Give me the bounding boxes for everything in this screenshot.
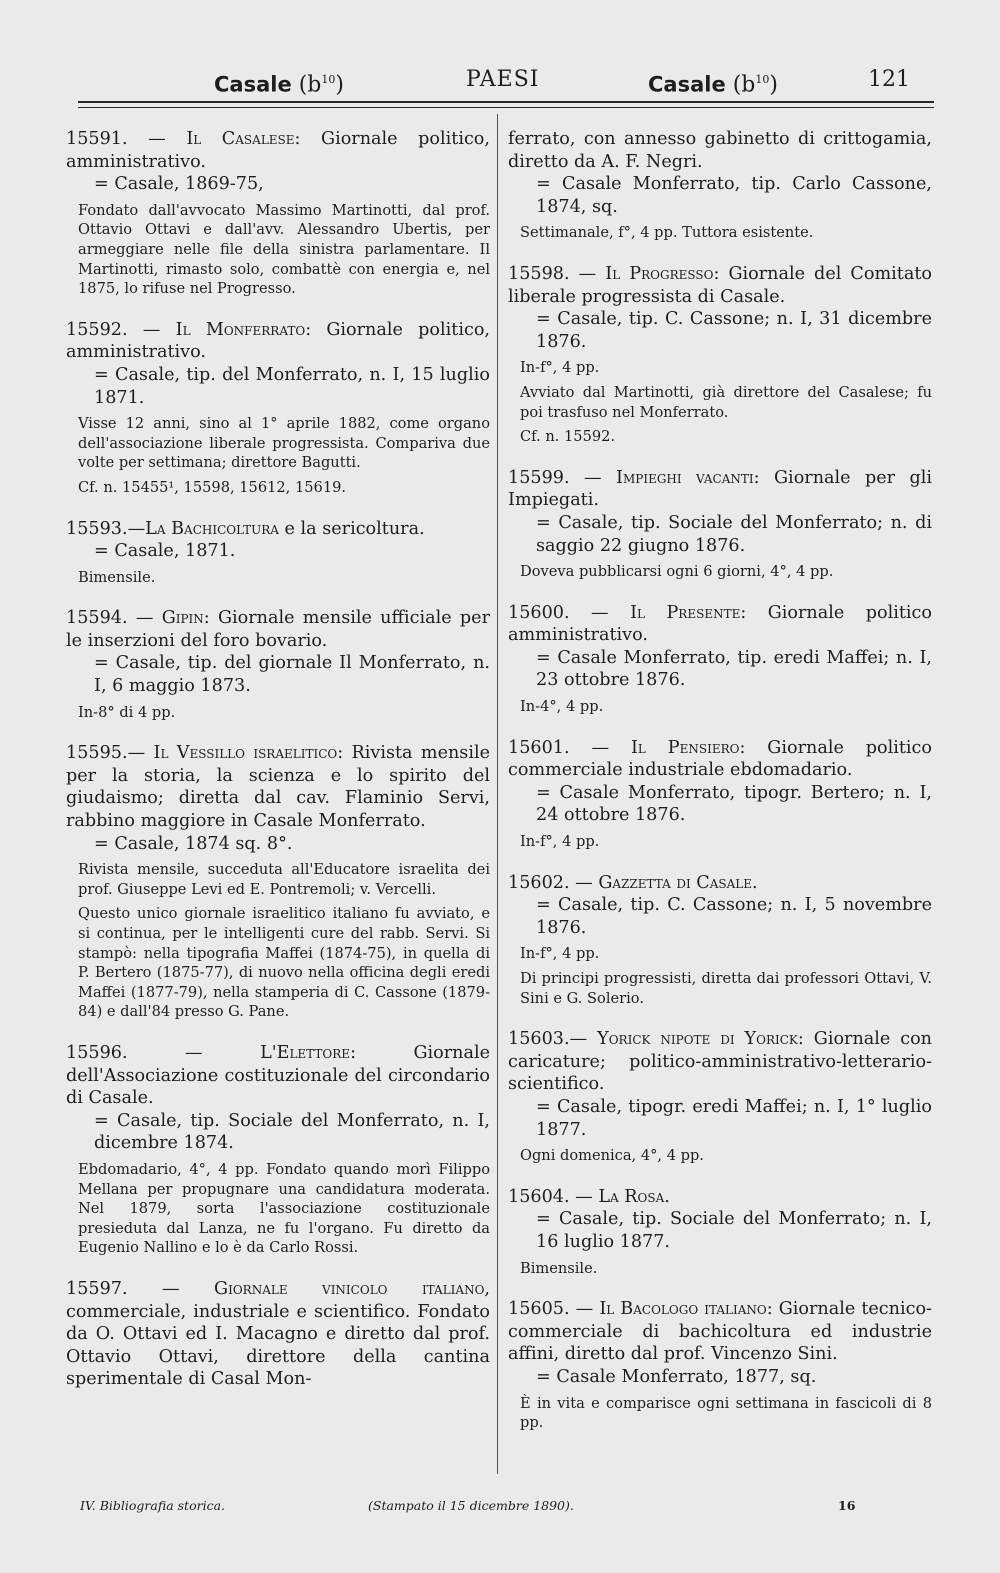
entry-description: . (752, 872, 758, 893)
entry (66, 518, 490, 588)
entry-note: Avviato dal Martinotti, già direttore del Casalese; fu poi trasfuso nel Monferrato. (520, 383, 932, 421)
entry-title: Il Presente (630, 602, 741, 623)
entry-title: L'Elettore (260, 1042, 351, 1063)
entry-note: Settimanale, f°, 4 pp. Tuttora esistente. (520, 224, 814, 242)
left-column (66, 128, 490, 1411)
entry-dash: — (569, 602, 631, 623)
right-column (508, 128, 932, 1453)
entry-title: La Bachicoltura (145, 518, 279, 539)
entry-title: Gipin (161, 608, 204, 629)
entry (66, 1278, 490, 1391)
column-divider (497, 114, 498, 1474)
entry-description: : Giornale politico commerciale industriale ebdomadario. (508, 737, 933, 781)
entry (508, 602, 932, 717)
entry-number: 15597. (66, 1278, 128, 1299)
entry-heading (508, 872, 932, 895)
entry-imprint: = Casale, tip. del Monferrato, n. I, 15 luglio 1871. (94, 364, 490, 408)
footer-left: IV. Bibliografia storica. (80, 1498, 225, 1513)
footer-signature: 16 (838, 1498, 856, 1513)
entry-description: : Giornale del Comitato liberale progressista di Casale. (508, 263, 933, 307)
entry-note: In-f°, 4 pp. (520, 945, 600, 963)
entry (66, 319, 490, 498)
entry-title: La Rosa (598, 1186, 665, 1207)
entry-imprint: = Casale, tip. C. Cassone; n. I, 31 dicembre 1876. (536, 309, 932, 352)
entry-note: Bimensile. (520, 1259, 598, 1277)
entry-note: In-f°, 4 pp. (520, 359, 600, 377)
entry-title: Il Vessillo israelitico (153, 743, 338, 764)
entry (508, 1186, 932, 1278)
entry-note: Doveva pubblicarsi ogni 6 giorni, 4°, 4 pp. (520, 563, 834, 581)
entry-description: : Giornale politico, amministrativo. (66, 319, 490, 363)
entry-heading (66, 128, 490, 173)
entry-heading (508, 128, 932, 173)
entry-imprint: = Casale, tip. Sociale del Monferrato; n. di saggio 22 giugno 1876. (536, 512, 932, 556)
entry-title: Impieghi vacanti (616, 467, 754, 488)
entry (508, 737, 932, 852)
entry-dash: — (127, 608, 162, 629)
entry-heading (508, 263, 932, 308)
entry-dash: — (127, 1278, 215, 1299)
entry-dash: — (569, 1029, 598, 1050)
entry-note: In-f°, 4 pp. (520, 833, 600, 851)
entry-number: 15592. (66, 319, 128, 340)
entry-imprint: = Casale, 1874 sq. 8°. (94, 833, 293, 854)
entry-note: È in vita e comparisce ogni settimana in fascicoli di 8 pp. (520, 1394, 932, 1432)
entry-note: Cf. n. 15455¹, 15598, 15612, 15619. (78, 478, 347, 496)
entry-description: : Giornale politico amministrativo. (508, 602, 933, 646)
entry-note: Rivista mensile, succeduta all'Educatore israelita dei prof. Giuseppe Levi ed E. Pontremoli; v. Vercelli. (78, 861, 490, 898)
entry-title: Il Progresso (605, 263, 714, 284)
entry-description: : Rivista mensile per la storia, la scienza e lo spirito del giudaismo; diretta dal cav. Flaminio Servi, rabbino maggiore in Casale Monferrato. (66, 743, 491, 832)
entry-description: : Giornale con caricature; politico-amministrativo-letterario-scientifico. (508, 1029, 933, 1095)
entry (508, 1298, 932, 1433)
entry (66, 607, 490, 722)
entry-dash: — (569, 467, 617, 488)
entry (508, 1028, 932, 1166)
entry-number: 15591. (66, 129, 128, 149)
entry-heading (66, 319, 490, 364)
entry-number: 15603. (508, 1029, 570, 1050)
entry-imprint: = Casale Monferrato, tipogr. Bertero; n. I, 24 ottobre 1876. (536, 782, 932, 826)
entry-title: Il Casalese (186, 129, 295, 149)
footer-center: (Stampato il 15 dicembre 1890). (368, 1498, 574, 1513)
entry-heading (508, 1298, 932, 1366)
entry-imprint: = Casale, tipogr. eredi Maffei; n. I, 1° luglio 1877. (536, 1096, 932, 1140)
entry-note: Ogni domenica, 4°, 4 pp. (520, 1147, 704, 1165)
entry-title: Giornale vinicolo italiano (214, 1278, 485, 1299)
entry-dash: — (127, 518, 146, 539)
entry-heading (508, 602, 932, 647)
entry-imprint: = Casale, 1871. (94, 541, 236, 562)
entry-heading (508, 467, 932, 512)
entry-imprint: = Casale Monferrato, 1877, sq. (536, 1366, 817, 1387)
entry-dash: — (569, 1186, 599, 1207)
entry (508, 467, 932, 582)
entry-heading (508, 737, 932, 782)
entry-note: Ebdomadario, 4°, 4 pp. Fondato quando morì Filippo Mellana per propugnare una candidatura moderata. Nel 1879, sorta l'associazione costituzionale presieduta dal Lanza, ne fu l'organo. Fu diretto da Eugenio Nallino e lo è da Carlo Rossi. (78, 1160, 490, 1257)
entry-title: Il Monferrato (175, 319, 306, 340)
entry-dash: — (569, 263, 606, 284)
entry-heading (508, 1028, 932, 1096)
header-rule-thin (78, 107, 934, 108)
entry-note: Di principi progressisti, diretta dai professori Ottavi, V. Sini e G. Solerio. (520, 970, 932, 1007)
entry-dash: — (127, 743, 154, 764)
entry-description: : Giornale politico, amministrativo. (66, 129, 490, 172)
entry-heading (66, 742, 490, 832)
entry-imprint: = Casale, tip. del giornale Il Monferrato, n. I, 6 maggio 1873. (94, 653, 490, 697)
entry-description: . (664, 1186, 670, 1207)
entry-imprint: = Casale, tip. Sociale del Monferrato; n. I, 16 luglio 1877. (536, 1209, 932, 1252)
entry-note: Visse 12 anni, sino al 1° aprile 1882, come organo dell'associazione liberale progressista. Compariva due volte per settimana; direttore Bagutti. (78, 415, 490, 472)
entry-heading (66, 518, 490, 541)
entry-note: Cf. n. 15592. (520, 428, 616, 446)
entry-dash: — (127, 1042, 261, 1063)
entry-number: 15602. (508, 872, 570, 893)
entry-number: 15598. (508, 263, 570, 284)
entry (508, 263, 932, 447)
entry-description: e la sericoltura. (278, 518, 425, 539)
header-right: Casale $(b^{10})$ (648, 72, 778, 98)
entry-description: : Giornale per gli Impiegati. (508, 467, 932, 511)
entry-imprint: = Casale Monferrato, tip. Carlo Cassone, 1874, sq. (536, 174, 932, 217)
entry-number: 15605. (508, 1299, 570, 1320)
entry-heading (66, 607, 490, 652)
entry-title: Gazzetta di Casale (598, 872, 753, 893)
page-number: 121 (868, 67, 910, 92)
entry (66, 1042, 490, 1258)
entry-number: 15593. (66, 518, 128, 539)
entry-note: Fondato dall'avvocato Massimo Martinotti, dal prof. Ottavio Ottavi e dall'avv. Alessandro Ubertis, per armeggiare nelle file della sinistra parlamentare. Il Martinotti, rimasto solo, combattè con energia e, nel 1875, lo rifuse nel Progresso. (78, 201, 490, 298)
entry (508, 128, 932, 243)
header-left: Casale $(b^{10})$ (214, 72, 344, 98)
entry-note: Questo unico giornale israelitico italiano fu avviato, e si continua, per le intelligenti cure del rabb. Servi. Si stampò: nella tipografia Maffei (1874-75), in quella di P. Bertero (1875-77), di nuovo nella officina degli eredi Maffei (1877-79), nella stamperia di C. Cassone (1879-84) e dall'84 presso G. Pane. (78, 905, 490, 1021)
entry-heading (508, 1186, 932, 1209)
entry-number: 15595. (66, 743, 128, 764)
entry-description: : Giornale mensile ufficiale per le inserzioni del foro bovario. (66, 608, 490, 651)
entry-number: 15596. (66, 1042, 128, 1063)
entry-imprint: = Casale, 1869-75, (94, 174, 264, 195)
entry (66, 128, 490, 299)
header-center: PAESI (466, 67, 540, 92)
entry-note: Bimensile. (78, 568, 156, 586)
entry-number: 15601. (508, 737, 570, 758)
entry-number: 15599. (508, 467, 570, 488)
entry-dash: — (569, 872, 599, 893)
entry-title: Yorick nipote di Yorick (597, 1029, 798, 1050)
entry-imprint: = Casale, tip. C. Cassone; n. I, 5 novembre 1876. (536, 895, 932, 938)
entry-description: ferrato, con annesso gabinetto di crittogamia, diretto da A. F. Negri. (508, 129, 932, 172)
entry-title: Il Pensiero (630, 737, 740, 758)
entry (508, 872, 932, 1009)
entry-dash: — (127, 129, 187, 149)
entry-note: In-4°, 4 pp. (520, 698, 604, 716)
entry-note: In-8° di 4 pp. (78, 703, 176, 721)
entry-dash: — (127, 319, 176, 340)
entry-dash: — (569, 737, 631, 758)
entry-number: 15594. (66, 608, 128, 629)
entry-imprint: = Casale, tip. Sociale del Monferrato, n. I, dicembre 1874. (94, 1110, 490, 1154)
entry-description: , commerciale, industriale e scientifico. Fondato da O. Ottavi ed I. Macagno e diretto dal prof. Ottavio Ottavi, direttore della cantina sperimentale di Casal Mon- (66, 1278, 490, 1390)
entry-heading (66, 1278, 490, 1391)
entry-dash: — (569, 1299, 600, 1320)
entry (66, 742, 490, 1022)
header-rule-thick (78, 101, 934, 103)
entry-imprint: = Casale Monferrato, tip. eredi Maffei; n. I, 23 ottobre 1876. (536, 647, 932, 691)
entry-heading (66, 1042, 490, 1110)
entry-description: : Giornale dell'Associazione costituzionale del circondario di Casale. (66, 1042, 490, 1109)
entry-description: : Giornale tecnico-commerciale di bachicoltura ed industrie affini, diretto dal prof. Vincenzo Sini. (508, 1299, 933, 1365)
entry-number: 15604. (508, 1186, 570, 1207)
entry-number: 15600. (508, 602, 570, 623)
entry-title: Il Bacologo italiano (599, 1299, 767, 1320)
